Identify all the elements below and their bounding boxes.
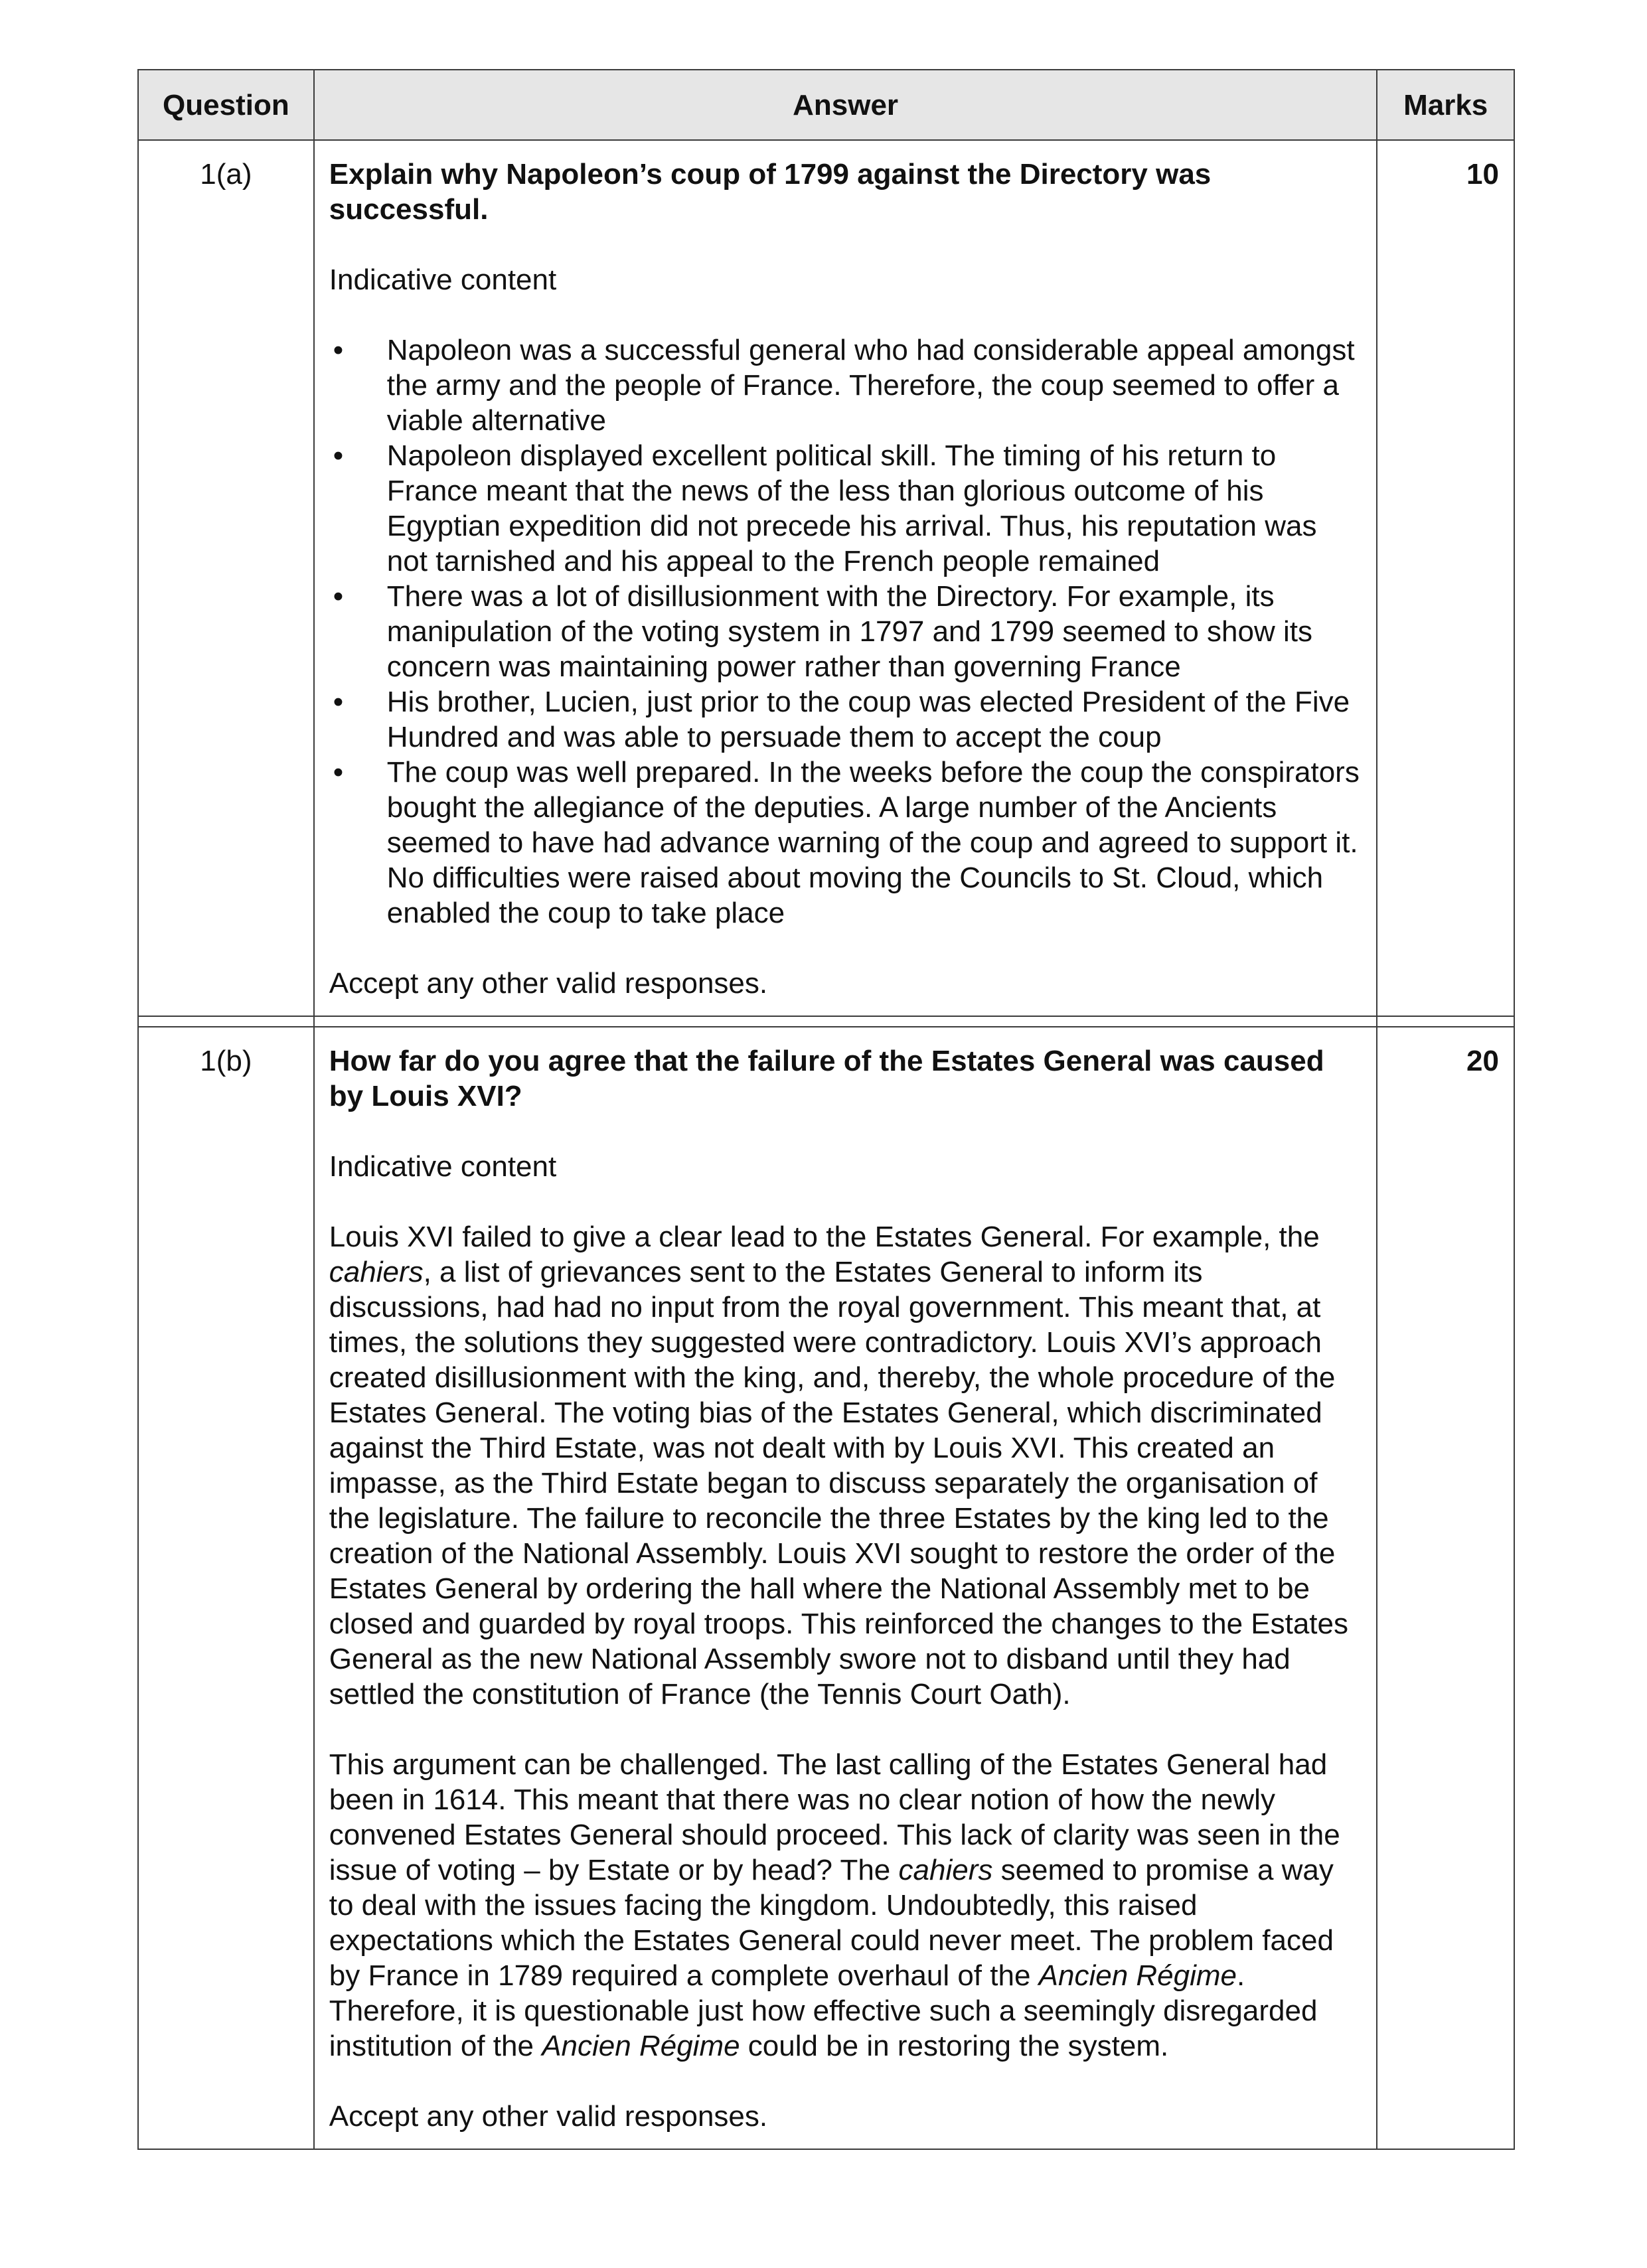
- list-item: [329, 333, 1362, 438]
- answer-cell: [314, 140, 1377, 1016]
- question-title: Explain why Napoleon’s coup of 1799 against the Directory was successful.: [329, 158, 1212, 226]
- list-item: [329, 755, 1362, 931]
- indicative-heading: Indicative content: [329, 264, 557, 296]
- marks-value: 20: [1377, 1027, 1514, 2149]
- header-question: Question: [138, 70, 314, 140]
- accept-note: Accept any other valid responses.: [329, 2100, 768, 2133]
- bullet-text: His brother, Lucien, just prior to the coup was elected President of the Five Hundred and was able to persuade them to accept the coup: [386, 686, 1350, 753]
- bullet-icon: •: [333, 686, 344, 718]
- bullet-text: There was a lot of disillusionment with the Directory. For example, its manipulation of the voting system in 1797 and 1799 seemed to show its concern was maintaining power rather than governing France: [386, 580, 1312, 683]
- answer-cell: [314, 1027, 1377, 2149]
- question-number: 1(b): [138, 1027, 314, 2149]
- bullet-list: [329, 333, 1362, 931]
- header-row: [138, 70, 1514, 140]
- bullet-icon: •: [333, 439, 344, 472]
- separator-row: [138, 1016, 1514, 1027]
- header-marks: Marks: [1377, 70, 1514, 140]
- bullet-icon: •: [333, 334, 344, 366]
- header-answer: Answer: [314, 70, 1377, 140]
- bullet-icon: •: [333, 756, 344, 789]
- bullet-text: Napoleon displayed excellent political skill. The timing of his return to France meant that the news of the less than glorious outcome of his Egyptian expedition did not precede his arrival. Thus, his reputation was not tarnished and his appeal to the French people remained: [386, 439, 1317, 577]
- marks-value: 10: [1377, 140, 1514, 1016]
- indicative-heading: Indicative content: [329, 1150, 557, 1183]
- list-item: [329, 684, 1362, 755]
- bullet-icon: •: [333, 580, 344, 613]
- answer-paragraph-1: Louis XVI failed to give a clear lead to the Estates General. For example, the cahiers, a list of grievances sent to the Estates General to inform its discussions, had had no input from the royal government. This meant that, at times, the solutions they suggested were contradictory. Louis XVI’s approach created disillusionment with the king, and, thereby, the whole procedure of the Estates General. The voting bias of the Estates General, which discriminated against the Third Estate, was not dealt with by Louis XVI. This created an impasse, as the Third Estate began to discuss separately the organisation of the legislature. The failure to reconcile the three Estates by the king led to the creation of the National Assembly. Louis XVI sought to restore the order of the Estates General by ordering the hall where the National Assembly met to be closed and guarded by royal troops. This reinforced the changes to the Estates General as the new National Assembly swore not to disband until they had settled the constitution of France (the Tennis Court Oath).: [329, 1221, 1348, 1710]
- list-item: [329, 438, 1362, 579]
- question-row-1a: [138, 140, 1514, 1016]
- accept-note: Accept any other valid responses.: [329, 967, 768, 1000]
- mark-scheme-table: [137, 69, 1515, 2150]
- question-title: How far do you agree that the failure of the Estates General was caused by Louis XVI?: [329, 1045, 1324, 1112]
- list-item: [329, 579, 1362, 684]
- question-number: 1(a): [138, 140, 314, 1016]
- bullet-text: The coup was well prepared. In the weeks before the coup the conspirators bought the allegiance of the deputies. A large number of the Ancients seemed to have had advance warning of the coup and agreed to support it. No difficulties were raised about moving the Councils to St. Cloud, which enabled the coup to take place: [386, 756, 1360, 929]
- bullet-text: Napoleon was a successful general who had considerable appeal amongst the army and the people of France. Therefore, the coup seemed to offer a viable alternative: [386, 334, 1355, 437]
- answer-paragraph-2: This argument can be challenged. The last calling of the Estates General had been in 1614. This meant that there was no clear notion of how the newly convened Estates General should proceed. This lack of clarity was seen in the issue of voting – by Estate or by head? The cahiers seemed to promise a way to deal with the issues facing the kingdom. Undoubtedly, this raised expectations which the Estates General could never meet. The problem faced by France in 1789 required a complete overhaul of the Ancien Régime. Therefore, it is questionable just how effective such a seemingly disregarded institution of the Ancien Régime could be in restoring the system.: [329, 1748, 1340, 2062]
- question-row-1b: [138, 1027, 1514, 2149]
